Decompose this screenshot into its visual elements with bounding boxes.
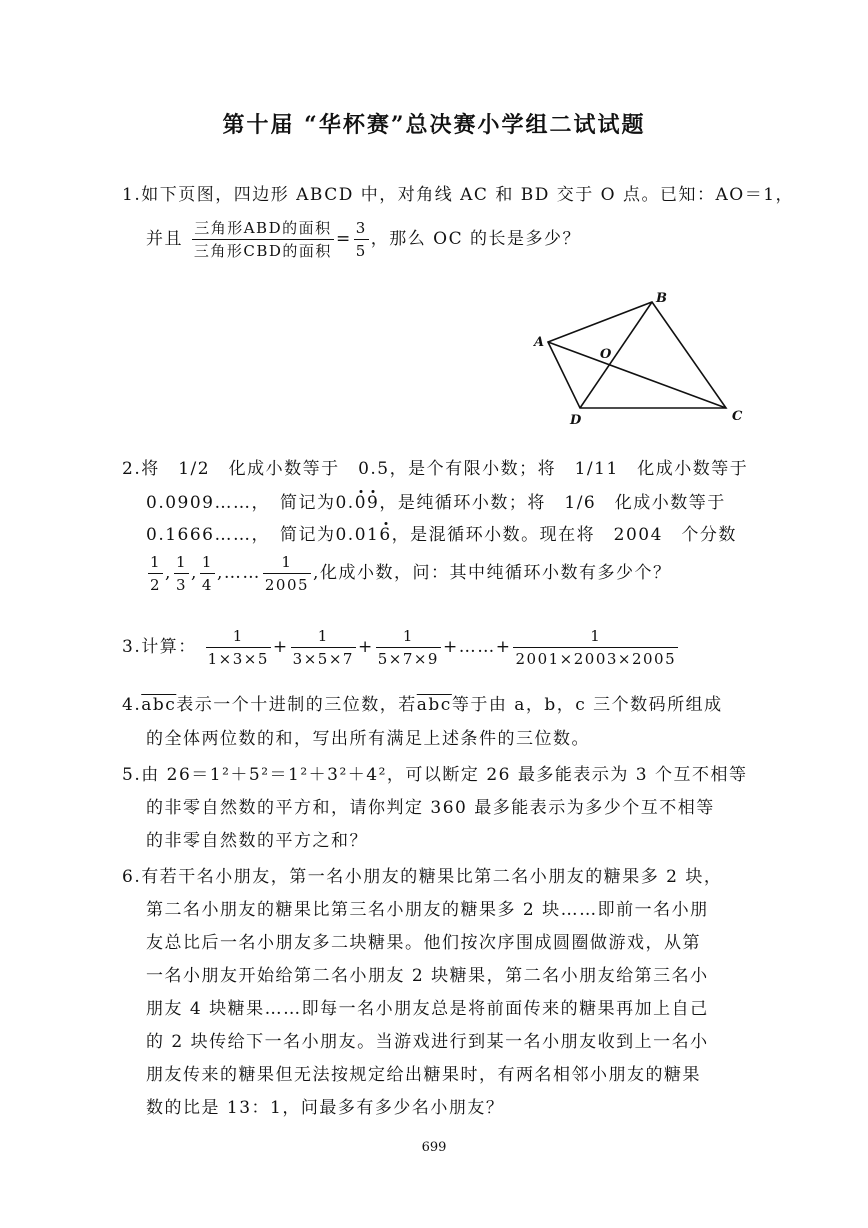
frac-den: 4 xyxy=(201,576,213,594)
frac-den: 5×7×9 xyxy=(377,650,439,668)
label-c: C xyxy=(732,409,743,424)
frac-num: 1 xyxy=(174,552,189,574)
q2-l2-a: 0.0909……， 简记为 xyxy=(146,493,336,513)
frac-num: 1 xyxy=(200,552,215,574)
q6-line7: 朋友传来的糖果但无法按规定给出糖果时，有两名相邻小朋友的糖果 xyxy=(146,1065,701,1085)
label-a: A xyxy=(534,335,545,350)
q1-prefix: 并且 xyxy=(146,229,183,249)
q2-line2 xyxy=(146,488,726,513)
repeat-digit-2: 9 xyxy=(367,493,380,513)
quadrilateral-outline xyxy=(548,302,726,408)
q1-line1: 1.如下页图，四边形 ABCD 中，对角线 AC 和 BD 交于 O 点。已知：AO＝1， xyxy=(122,185,795,205)
frac-num: 1 xyxy=(513,626,678,648)
q4-number: 4. xyxy=(122,695,142,715)
q4-text-b: 等于由 a，b，c 三个数码所组成 xyxy=(451,695,723,715)
repeat-digit-3: 6 xyxy=(379,525,392,545)
q2-tail: ,化成小数，问：其中纯循环小数有多少个？ xyxy=(313,563,672,583)
fraction-1-3 xyxy=(174,552,189,595)
frac-den: 2005 xyxy=(264,576,310,594)
abc-overline: $\overline{abc}$ xyxy=(416,695,452,715)
quadrilateral-figure xyxy=(528,288,748,428)
q3-term-3 xyxy=(376,626,441,669)
frac-den: 3 xyxy=(175,576,187,594)
plus-sign: + xyxy=(272,637,289,657)
q5-line3: 的非零自然数的平方之和？ xyxy=(146,831,368,851)
fraction-1-2 xyxy=(148,552,163,595)
repeat-digit-1: 0 xyxy=(354,493,368,513)
q1-line2 xyxy=(146,218,581,261)
q6-line5: 朋友 4 块糖果……即每一名小朋友总是将前面传来的糖果再加上自己 xyxy=(146,999,709,1019)
q3-term-2 xyxy=(291,626,356,669)
q1-frac-denominator: 三角形CBD的面积 xyxy=(193,242,332,260)
q1-ratio-denominator: 5 xyxy=(355,242,367,260)
q2-l3-pre: 0.01 xyxy=(335,525,380,545)
diagonal-bd xyxy=(580,302,652,408)
frac-num: 1 xyxy=(376,626,441,648)
q3-line xyxy=(122,626,680,669)
label-d: D xyxy=(570,413,582,428)
q2-line4: $\frac{1}{2}$ , $\frac{1}{3}$ , $\frac{1}{4}$ ,…… $\frac{1}{2005}$ ,化成小数，问：其中纯循环小数有多少个？ xyxy=(150,553,672,594)
q1-area-fraction xyxy=(192,218,334,261)
label-b: B xyxy=(656,291,667,306)
fraction-1-2005 xyxy=(263,552,311,595)
q4-line1 xyxy=(122,690,723,715)
q1-ratio-numerator: 3 xyxy=(354,218,369,240)
frac-den: 2001×2003×2005 xyxy=(515,650,677,668)
q6-line1: 6.有若干名小朋友，第一名小朋友的糖果比第二名小朋友的糖果多 2 块， xyxy=(122,867,723,887)
q2-ellipsis: ,…… xyxy=(216,563,261,583)
page-number: 699 xyxy=(421,1140,447,1155)
page-title: 第十届 “华杯赛”总决赛小学组二试试题 xyxy=(222,112,646,138)
q6-line2: 第二名小朋友的糖果比第三名小朋友的糖果多 2 块……即前一名小朋 xyxy=(146,900,709,920)
q1-suffix: ，那么 OC 的长是多少？ xyxy=(370,229,581,249)
frac-num: 1 xyxy=(291,626,356,648)
frac-den: 3×5×7 xyxy=(292,650,354,668)
q2-l3-b: ，是混循环小数。现在将 2004 个分数 xyxy=(391,525,737,545)
q2-l2-pre: 0. xyxy=(335,493,355,513)
q2-l2-b: ，是纯循环小数；将 1/6 化成小数等于 xyxy=(379,493,726,513)
plus-sign: + xyxy=(357,637,374,657)
fraction-1-4 xyxy=(200,552,215,595)
q2-line3 xyxy=(146,520,737,545)
abc-overline: $\overline{abc}$ xyxy=(141,695,177,715)
q1-frac-numerator: 三角形ABD的面积 xyxy=(192,218,334,240)
q6-line8: 数的比是 13：1，问最多有多少名小朋友？ xyxy=(146,1098,505,1118)
frac-num: 1 xyxy=(206,626,271,648)
q6-line6: 的 2 块传给下一名小朋友。当游戏进行到某一名小朋友收到上一名小 xyxy=(146,1032,709,1052)
q3-dots: +……+ xyxy=(442,637,512,657)
q3-term-last xyxy=(513,626,678,669)
frac-den: 1×3×5 xyxy=(207,650,269,668)
q5-line1: 5.由 26＝1²＋5²＝1²＋3²＋4²，可以断定 26 最多能表示为 3 个互不相等 xyxy=(122,765,748,785)
q2-line1: 2.将 1/2 化成小数等于 0.5，是个有限小数；将 1/11 化成小数等于 xyxy=(122,459,749,479)
q4-text-a: 表示一个十进制的三位数，若 xyxy=(176,695,417,715)
q4-line2: 的全体两位数的和，写出所有满足上述条件的三位数。 xyxy=(146,729,590,749)
q1-ratio-fraction xyxy=(354,218,369,261)
frac-den: 2 xyxy=(150,576,162,594)
q5-line2: 的非零自然数的平方和，请你判定 360 最多能表示为多少个互不相等 xyxy=(146,798,715,818)
frac-num: 1 xyxy=(148,552,163,574)
q1-equals: = xyxy=(335,229,352,249)
q2-l3-a: 0.1666……， 简记为 xyxy=(146,525,336,545)
q6-line3: 友总比后一名小朋友多二块糖果。他们按次序围成圆圈做游戏，从第 xyxy=(146,933,701,953)
q3-prefix: 3.计算： xyxy=(122,637,197,657)
q3-term-1 xyxy=(206,626,271,669)
frac-num: 1 xyxy=(263,552,311,574)
label-o: O xyxy=(600,347,612,362)
q6-line4: 一名小朋友开始给第二名小朋友 2 块糖果，第二名小朋友给第三名小 xyxy=(146,966,709,986)
